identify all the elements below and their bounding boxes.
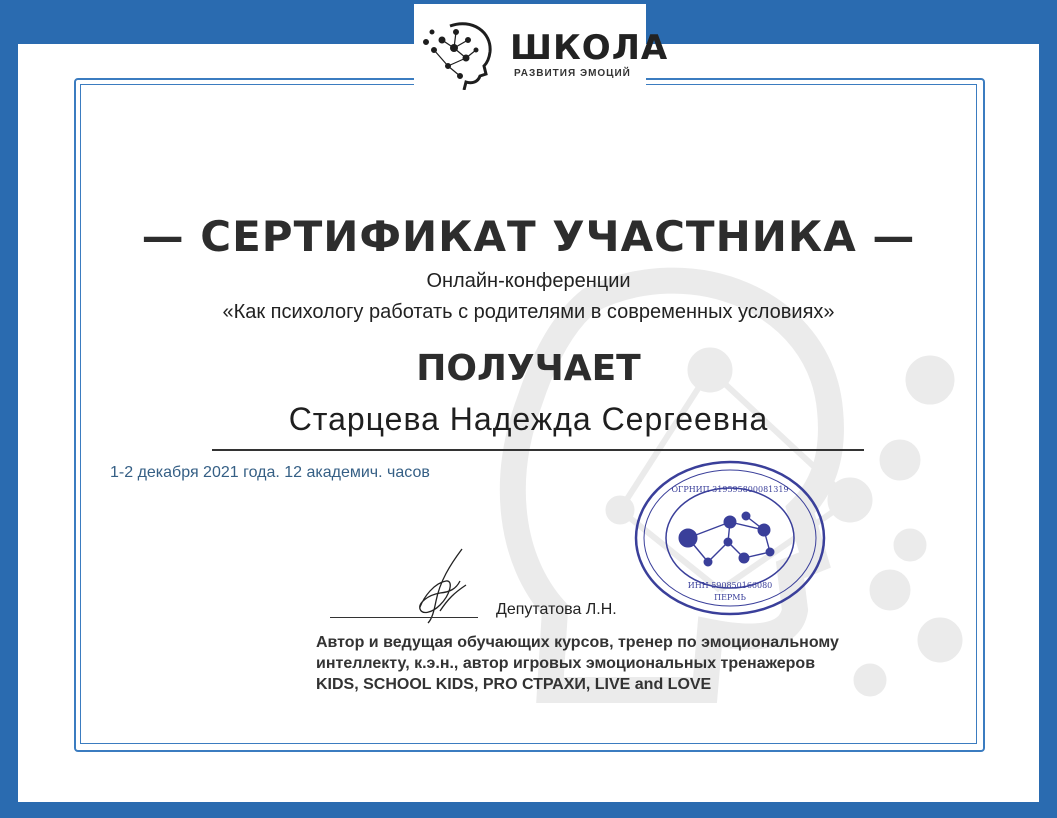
handwritten-signature — [410, 545, 474, 625]
name-underline — [212, 449, 864, 451]
stamp-inn: ИНН 590850166080 — [687, 581, 773, 590]
logo-container — [414, 4, 669, 96]
head-network-icon — [420, 18, 500, 90]
stamp-city: ПЕРМЬ — [714, 593, 746, 602]
event-type: Онлайн-конференции — [426, 270, 631, 292]
signer-description-line: Автор и ведущая обучающих курсов, тренер по эмоциональному — [316, 634, 839, 651]
signer-name: Депутатова Л.Н. — [496, 601, 617, 618]
event-name: «Как психологу работать с родителями в современных условиях» — [222, 301, 835, 323]
signer-description-line: KIDS, SCHOOL KIDS, PRO СТРАХИ, LIVE and LOVE — [316, 676, 712, 693]
logo-subtitle: РАЗВИТИЯ ЭМОЦИЙ — [514, 68, 631, 79]
signature-line — [330, 617, 478, 618]
stamp-ogrnip: ОГРНИП 319595800081319 — [671, 485, 789, 494]
date-hours-info: 1-2 декабря 2021 года. 12 академич. часов — [110, 464, 430, 481]
recipient-name: Старцева Надежда Сергеевна — [288, 401, 769, 437]
certificate-title: — СЕРТИФИКАТ УЧАСТНИКА — — [141, 212, 916, 261]
logo-title: ШКОЛА — [510, 28, 669, 68]
signer-description-line: интеллекту, к.э.н., автор игровых эмоциональных тренажеров — [316, 655, 816, 672]
official-stamp — [632, 458, 828, 618]
signer-description — [316, 632, 956, 695]
receives-label: ПОЛУЧАЕТ — [416, 348, 641, 389]
